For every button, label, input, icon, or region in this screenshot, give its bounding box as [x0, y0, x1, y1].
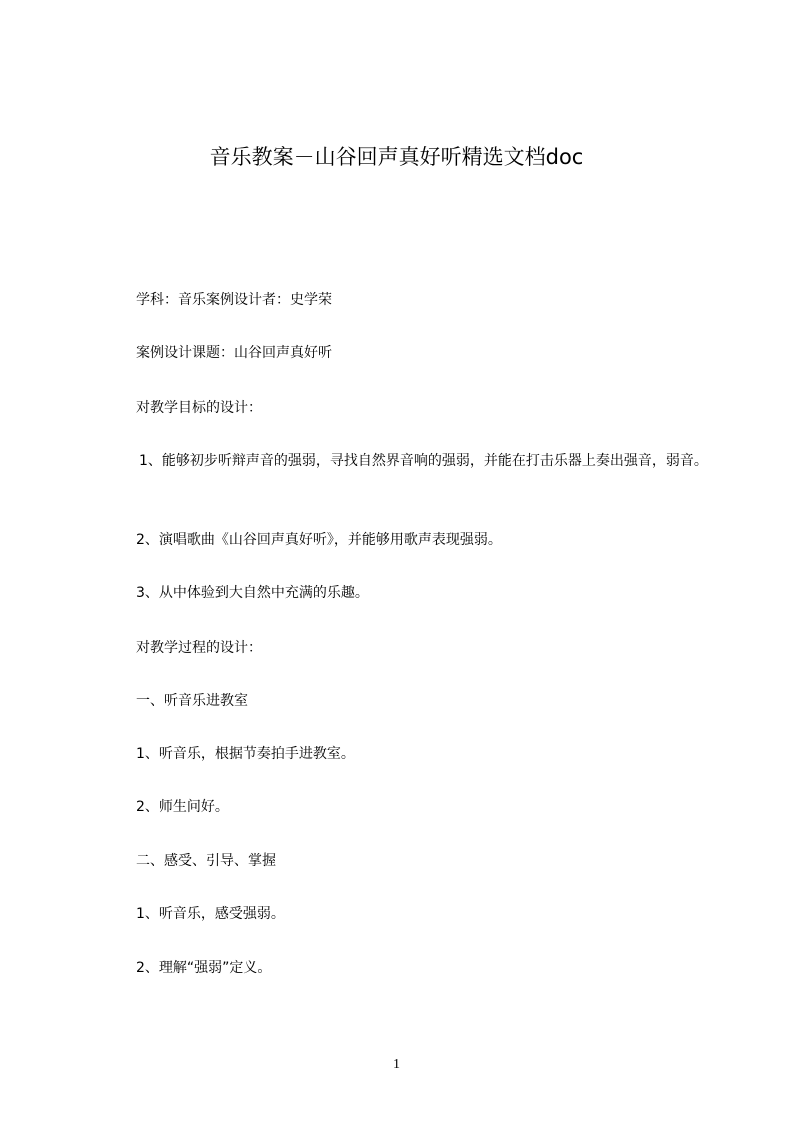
paragraph-section-2-step-2: 2、理解“强弱”定义。 — [136, 960, 272, 976]
paragraph-section-1-heading: 一、听音乐进教室 — [136, 693, 248, 709]
paragraph-section-1-step-2: 2、师生问好。 — [136, 799, 229, 815]
paragraph-case-topic: 案例设计课题：山谷回声真好听 — [136, 345, 332, 361]
page-number: 1 — [393, 1057, 400, 1072]
document-title: 音乐教案－山谷回声真好听精选文档doc — [209, 145, 584, 169]
paragraph-objective-1: 1、能够初步听辩声音的强弱，寻找自然界音响的强弱，并能在打击乐器上奏出强音，弱音。 — [139, 453, 708, 469]
paragraph-objective-3: 3、从中体验到大自然中充满的乐趣。 — [136, 585, 369, 601]
paragraph-subject-designer: 学科：音乐案例设计者：史学荣 — [136, 292, 332, 308]
paragraph-section-2-heading: 二、感受、引导、掌握 — [136, 853, 276, 869]
paragraph-process-heading: 对教学过程的设计： — [136, 640, 262, 656]
paragraph-section-2-step-1: 1、听音乐，感受强弱。 — [136, 906, 285, 922]
paragraph-objective-2: 2、演唱歌曲《山谷回声真好听》，并能够用歌声表现强弱。 — [136, 532, 502, 548]
paragraph-section-1-step-1: 1、听音乐，根据节奏拍手进教室。 — [136, 746, 355, 762]
paragraph-objectives-heading: 对教学目标的设计： — [136, 400, 262, 416]
